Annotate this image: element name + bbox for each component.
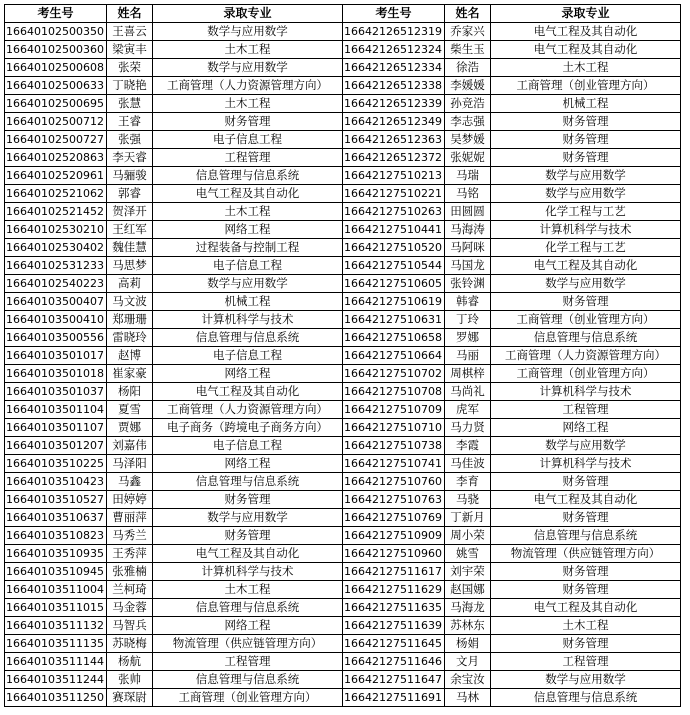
major-cell: 计算机科学与技术 xyxy=(491,383,681,401)
student-name-cell: 赵国娜 xyxy=(445,581,491,599)
exam-id-cell: 16640103511004 xyxy=(5,581,107,599)
exam-id-cell: 16642127510544 xyxy=(343,257,445,275)
student-name-cell: 余宝汝 xyxy=(445,671,491,689)
exam-id-cell: 16642127510619 xyxy=(343,293,445,311)
table-row xyxy=(5,545,681,563)
student-name-cell: 郭睿 xyxy=(107,185,153,203)
exam-id-cell: 16642127511647 xyxy=(343,671,445,689)
student-name-cell: 马铭 xyxy=(445,185,491,203)
student-name-cell: 吴梦媛 xyxy=(445,131,491,149)
student-name-cell: 马丽 xyxy=(445,347,491,365)
exam-id-cell: 16642127510263 xyxy=(343,203,445,221)
major-cell: 信息管理与信息系统 xyxy=(153,599,343,617)
major-cell: 工商管理（人力资源管理方向） xyxy=(153,77,343,95)
exam-id-cell: 16640103501207 xyxy=(5,437,107,455)
table-row xyxy=(5,599,681,617)
exam-id-cell: 16640102520863 xyxy=(5,149,107,167)
major-cell: 土木工程 xyxy=(153,581,343,599)
exam-id-cell: 16640103510945 xyxy=(5,563,107,581)
major-cell: 计算机科学与技术 xyxy=(491,455,681,473)
exam-id-cell: 16642127510710 xyxy=(343,419,445,437)
exam-id-cell: 16642127511617 xyxy=(343,563,445,581)
student-name-cell: 姚雪 xyxy=(445,545,491,563)
major-cell: 网络工程 xyxy=(491,419,681,437)
exam-id-cell: 16640103510423 xyxy=(5,473,107,491)
major-cell: 财务管理 xyxy=(153,113,343,131)
exam-id-cell: 16640103500410 xyxy=(5,311,107,329)
exam-id-cell: 16642126512372 xyxy=(343,149,445,167)
student-name-cell: 李天睿 xyxy=(107,149,153,167)
major-cell: 工程管理 xyxy=(153,149,343,167)
student-name-cell: 王秀萍 xyxy=(107,545,153,563)
major-cell: 电气工程及其自动化 xyxy=(491,599,681,617)
exam-id-cell: 16640103500407 xyxy=(5,293,107,311)
student-name-cell: 虎军 xyxy=(445,401,491,419)
table-row xyxy=(5,563,681,581)
table-row xyxy=(5,653,681,671)
exam-id-cell: 16640103511250 xyxy=(5,689,107,707)
student-name-cell: 丁新月 xyxy=(445,509,491,527)
student-name-cell: 苏晓梅 xyxy=(107,635,153,653)
exam-id-cell: 16640102500360 xyxy=(5,41,107,59)
table-row xyxy=(5,383,681,401)
exam-id-cell: 16640102500633 xyxy=(5,77,107,95)
exam-id-cell: 16640102521062 xyxy=(5,185,107,203)
major-cell: 财务管理 xyxy=(491,473,681,491)
table-row xyxy=(5,23,681,41)
table-row xyxy=(5,509,681,527)
exam-id-cell: 16642126512339 xyxy=(343,95,445,113)
major-cell: 数学与应用数学 xyxy=(491,671,681,689)
table-row xyxy=(5,203,681,221)
table-row xyxy=(5,59,681,77)
major-cell: 工商管理（人力资源管理方向） xyxy=(153,401,343,419)
major-cell: 财务管理 xyxy=(491,581,681,599)
major-cell: 电气工程及其自动化 xyxy=(153,383,343,401)
major-cell: 土木工程 xyxy=(153,203,343,221)
major-cell: 工商管理（人力资源管理方向） xyxy=(491,347,681,365)
major-cell: 工商管理（创业管理方向） xyxy=(491,311,681,329)
major-cell: 电气工程及其自动化 xyxy=(491,41,681,59)
major-cell: 财务管理 xyxy=(491,113,681,131)
exam-id-cell: 16640103501018 xyxy=(5,365,107,383)
exam-id-cell: 16640103510935 xyxy=(5,545,107,563)
student-name-cell: 杨娟 xyxy=(445,635,491,653)
major-cell: 网络工程 xyxy=(153,617,343,635)
table-row xyxy=(5,527,681,545)
exam-id-cell: 16642127510738 xyxy=(343,437,445,455)
exam-id-cell: 16642126512324 xyxy=(343,41,445,59)
student-name-cell: 张铃渊 xyxy=(445,275,491,293)
exam-id-cell: 16642127510741 xyxy=(343,455,445,473)
table-row xyxy=(5,671,681,689)
major-cell: 财务管理 xyxy=(491,149,681,167)
student-name-cell: 李霞 xyxy=(445,437,491,455)
table-row xyxy=(5,491,681,509)
exam-id-cell: 16642127510702 xyxy=(343,365,445,383)
major-cell: 电子信息工程 xyxy=(153,257,343,275)
exam-id-cell: 16640103510637 xyxy=(5,509,107,527)
major-cell: 财务管理 xyxy=(153,491,343,509)
major-cell: 信息管理与信息系统 xyxy=(491,689,681,707)
student-name-cell: 马思梦 xyxy=(107,257,153,275)
student-name-cell: 郑珊珊 xyxy=(107,311,153,329)
major-cell: 机械工程 xyxy=(491,95,681,113)
exam-id-cell: 16640103501037 xyxy=(5,383,107,401)
exam-id-cell: 16642127510960 xyxy=(343,545,445,563)
table-row xyxy=(5,473,681,491)
table-row xyxy=(5,311,681,329)
student-name-cell: 马海涛 xyxy=(445,221,491,239)
major-cell: 化学工程与工艺 xyxy=(491,239,681,257)
student-name-cell: 魏佳慧 xyxy=(107,239,153,257)
student-name-cell: 马文波 xyxy=(107,293,153,311)
student-name-cell: 丁玲 xyxy=(445,311,491,329)
major-cell: 财务管理 xyxy=(491,131,681,149)
exam-id-cell: 16640103510225 xyxy=(5,455,107,473)
table-row xyxy=(5,275,681,293)
student-name-cell: 赛琛尉 xyxy=(107,689,153,707)
exam-id-cell: 16642126512334 xyxy=(343,59,445,77)
student-name-cell: 贾娜 xyxy=(107,419,153,437)
exam-id-cell: 16640103501017 xyxy=(5,347,107,365)
major-cell: 电子信息工程 xyxy=(153,347,343,365)
major-cell: 计算机科学与技术 xyxy=(491,221,681,239)
major-cell: 电子商务（跨境电子商务方向） xyxy=(153,419,343,437)
exam-id-cell: 16640103510823 xyxy=(5,527,107,545)
major-cell: 电子信息工程 xyxy=(153,131,343,149)
exam-id-cell: 16640103511144 xyxy=(5,653,107,671)
major-cell: 信息管理与信息系统 xyxy=(153,329,343,347)
exam-id-cell: 16640102530210 xyxy=(5,221,107,239)
student-name-cell: 马力贤 xyxy=(445,419,491,437)
major-cell: 工商管理（创业管理方向） xyxy=(491,77,681,95)
major-cell: 计算机科学与技术 xyxy=(153,563,343,581)
table-row xyxy=(5,401,681,419)
student-name-cell: 曹丽萍 xyxy=(107,509,153,527)
header-name: 姓名 xyxy=(107,5,153,23)
major-cell: 计算机科学与技术 xyxy=(153,311,343,329)
major-cell: 数学与应用数学 xyxy=(153,59,343,77)
major-cell: 土木工程 xyxy=(491,617,681,635)
major-cell: 土木工程 xyxy=(153,41,343,59)
major-cell: 财务管理 xyxy=(153,527,343,545)
major-cell: 信息管理与信息系统 xyxy=(491,527,681,545)
student-name-cell: 刘宇荣 xyxy=(445,563,491,581)
exam-id-cell: 16640103501104 xyxy=(5,401,107,419)
major-cell: 信息管理与信息系统 xyxy=(153,473,343,491)
student-name-cell: 张荣 xyxy=(107,59,153,77)
exam-id-cell: 16642127510658 xyxy=(343,329,445,347)
table-row xyxy=(5,41,681,59)
major-cell: 信息管理与信息系统 xyxy=(153,167,343,185)
student-name-cell: 马智兵 xyxy=(107,617,153,635)
major-cell: 机械工程 xyxy=(153,293,343,311)
exam-id-cell: 16642126512319 xyxy=(343,23,445,41)
exam-id-cell: 16642127510213 xyxy=(343,167,445,185)
major-cell: 工程管理 xyxy=(153,653,343,671)
exam-id-cell: 16640102500712 xyxy=(5,113,107,131)
student-name-cell: 王红军 xyxy=(107,221,153,239)
major-cell: 财务管理 xyxy=(491,509,681,527)
major-cell: 电子信息工程 xyxy=(153,437,343,455)
student-name-cell: 张慧 xyxy=(107,95,153,113)
student-name-cell: 马国龙 xyxy=(445,257,491,275)
exam-id-cell: 16642127510605 xyxy=(343,275,445,293)
major-cell: 电气工程及其自动化 xyxy=(491,257,681,275)
exam-id-cell: 16642127510763 xyxy=(343,491,445,509)
student-name-cell: 赵博 xyxy=(107,347,153,365)
student-name-cell: 梁寅丰 xyxy=(107,41,153,59)
student-name-cell: 马金蓉 xyxy=(107,599,153,617)
exam-id-cell: 16642127510769 xyxy=(343,509,445,527)
student-name-cell: 崔家豪 xyxy=(107,365,153,383)
major-cell: 数学与应用数学 xyxy=(153,23,343,41)
student-name-cell: 周小荣 xyxy=(445,527,491,545)
student-name-cell: 杨航 xyxy=(107,653,153,671)
student-name-cell: 李育 xyxy=(445,473,491,491)
student-name-cell: 马林 xyxy=(445,689,491,707)
major-cell: 数学与应用数学 xyxy=(491,437,681,455)
major-cell: 数学与应用数学 xyxy=(491,167,681,185)
table-row xyxy=(5,113,681,131)
table-row xyxy=(5,239,681,257)
exam-id-cell: 16640102521452 xyxy=(5,203,107,221)
exam-id-cell: 16642127510631 xyxy=(343,311,445,329)
exam-id-cell: 16640103511132 xyxy=(5,617,107,635)
admission-table xyxy=(4,4,681,707)
student-name-cell: 马瑞 xyxy=(445,167,491,185)
header-major: 录取专业 xyxy=(491,5,681,23)
student-name-cell: 杨阳 xyxy=(107,383,153,401)
table-row xyxy=(5,617,681,635)
exam-id-cell: 16640103501107 xyxy=(5,419,107,437)
major-cell: 信息管理与信息系统 xyxy=(153,671,343,689)
major-cell: 化学工程与工艺 xyxy=(491,203,681,221)
student-name-cell: 韩睿 xyxy=(445,293,491,311)
exam-id-cell: 16642127510221 xyxy=(343,185,445,203)
major-cell: 工商管理（创业管理方向） xyxy=(491,365,681,383)
exam-id-cell: 16640103511135 xyxy=(5,635,107,653)
header-name: 姓名 xyxy=(445,5,491,23)
student-name-cell: 乔家兴 xyxy=(445,23,491,41)
student-name-cell: 马鑫 xyxy=(107,473,153,491)
table-row xyxy=(5,167,681,185)
student-name-cell: 周棋梓 xyxy=(445,365,491,383)
exam-id-cell: 16642127511645 xyxy=(343,635,445,653)
major-cell: 数学与应用数学 xyxy=(153,275,343,293)
major-cell: 物流管理（供应链管理方向） xyxy=(491,545,681,563)
student-name-cell: 张妮妮 xyxy=(445,149,491,167)
table-row xyxy=(5,293,681,311)
student-name-cell: 马阿咪 xyxy=(445,239,491,257)
student-name-cell: 徐浩 xyxy=(445,59,491,77)
header-exam-id: 考生号 xyxy=(343,5,445,23)
major-cell: 物流管理（供应链管理方向） xyxy=(153,635,343,653)
major-cell: 数学与应用数学 xyxy=(491,185,681,203)
student-name-cell: 雷晓玲 xyxy=(107,329,153,347)
exam-id-cell: 16642127510441 xyxy=(343,221,445,239)
major-cell: 工商管理（创业管理方向） xyxy=(153,689,343,707)
major-cell: 网络工程 xyxy=(153,365,343,383)
exam-id-cell: 16642127511639 xyxy=(343,617,445,635)
header-row xyxy=(5,5,681,23)
exam-id-cell: 16640103511244 xyxy=(5,671,107,689)
table-row xyxy=(5,149,681,167)
student-name-cell: 高莉 xyxy=(107,275,153,293)
exam-id-cell: 16640102520961 xyxy=(5,167,107,185)
student-name-cell: 贺泽开 xyxy=(107,203,153,221)
table-row xyxy=(5,365,681,383)
major-cell: 财务管理 xyxy=(491,635,681,653)
exam-id-cell: 16640103500556 xyxy=(5,329,107,347)
table-row xyxy=(5,77,681,95)
student-name-cell: 田圆圆 xyxy=(445,203,491,221)
student-name-cell: 夏雪 xyxy=(107,401,153,419)
table-row xyxy=(5,689,681,707)
major-cell: 土木工程 xyxy=(491,59,681,77)
table-row xyxy=(5,329,681,347)
student-name-cell: 文月 xyxy=(445,653,491,671)
student-name-cell: 张帅 xyxy=(107,671,153,689)
exam-id-cell: 16642127510709 xyxy=(343,401,445,419)
exam-id-cell: 16640102500350 xyxy=(5,23,107,41)
exam-id-cell: 16642127510909 xyxy=(343,527,445,545)
exam-id-cell: 16642126512363 xyxy=(343,131,445,149)
table-row xyxy=(5,221,681,239)
exam-id-cell: 16642127510708 xyxy=(343,383,445,401)
major-cell: 财务管理 xyxy=(491,293,681,311)
exam-id-cell: 16640102500727 xyxy=(5,131,107,149)
major-cell: 网络工程 xyxy=(153,221,343,239)
major-cell: 电气工程及其自动化 xyxy=(491,491,681,509)
student-name-cell: 马泽阳 xyxy=(107,455,153,473)
student-name-cell: 张强 xyxy=(107,131,153,149)
exam-id-cell: 16642126512349 xyxy=(343,113,445,131)
major-cell: 电气工程及其自动化 xyxy=(153,545,343,563)
major-cell: 数学与应用数学 xyxy=(153,509,343,527)
exam-id-cell: 16640102531233 xyxy=(5,257,107,275)
major-cell: 电气工程及其自动化 xyxy=(153,185,343,203)
exam-id-cell: 16642127511629 xyxy=(343,581,445,599)
student-name-cell: 王睿 xyxy=(107,113,153,131)
major-cell: 工程管理 xyxy=(491,401,681,419)
table-row xyxy=(5,419,681,437)
exam-id-cell: 16642127510520 xyxy=(343,239,445,257)
header-exam-id: 考生号 xyxy=(5,5,107,23)
student-name-cell: 李志强 xyxy=(445,113,491,131)
exam-id-cell: 16642127510760 xyxy=(343,473,445,491)
student-name-cell: 马尚礼 xyxy=(445,383,491,401)
student-name-cell: 兰柯琦 xyxy=(107,581,153,599)
exam-id-cell: 16640102530402 xyxy=(5,239,107,257)
major-cell: 工程管理 xyxy=(491,653,681,671)
exam-id-cell: 16642127511635 xyxy=(343,599,445,617)
student-name-cell: 苏林东 xyxy=(445,617,491,635)
exam-id-cell: 16640102540223 xyxy=(5,275,107,293)
major-cell: 财务管理 xyxy=(491,563,681,581)
exam-id-cell: 16640103510527 xyxy=(5,491,107,509)
major-cell: 网络工程 xyxy=(153,455,343,473)
table-row xyxy=(5,635,681,653)
major-cell: 土木工程 xyxy=(153,95,343,113)
major-cell: 过程装备与控制工程 xyxy=(153,239,343,257)
student-name-cell: 马秀兰 xyxy=(107,527,153,545)
header-major: 录取专业 xyxy=(153,5,343,23)
table-body xyxy=(5,23,681,707)
exam-id-cell: 16642126512338 xyxy=(343,77,445,95)
major-cell: 信息管理与信息系统 xyxy=(491,329,681,347)
student-name-cell: 刘嘉伟 xyxy=(107,437,153,455)
student-name-cell: 马佳波 xyxy=(445,455,491,473)
exam-id-cell: 16640102500695 xyxy=(5,95,107,113)
table-row xyxy=(5,455,681,473)
student-name-cell: 张雅楠 xyxy=(107,563,153,581)
exam-id-cell: 16642127510664 xyxy=(343,347,445,365)
table-row xyxy=(5,257,681,275)
major-cell: 电气工程及其自动化 xyxy=(491,23,681,41)
exam-id-cell: 16640102500608 xyxy=(5,59,107,77)
exam-id-cell: 16642127511646 xyxy=(343,653,445,671)
table-row xyxy=(5,437,681,455)
student-name-cell: 马骁 xyxy=(445,491,491,509)
student-name-cell: 田婷婷 xyxy=(107,491,153,509)
student-name-cell: 马海龙 xyxy=(445,599,491,617)
table-row xyxy=(5,347,681,365)
student-name-cell: 李媛媛 xyxy=(445,77,491,95)
student-name-cell: 丁晓艳 xyxy=(107,77,153,95)
table-row xyxy=(5,185,681,203)
exam-id-cell: 16640103511015 xyxy=(5,599,107,617)
student-name-cell: 柴生玉 xyxy=(445,41,491,59)
table-row xyxy=(5,581,681,599)
table-row xyxy=(5,95,681,113)
exam-id-cell: 16642127511691 xyxy=(343,689,445,707)
table-row xyxy=(5,131,681,149)
student-name-cell: 罗娜 xyxy=(445,329,491,347)
student-name-cell: 王喜云 xyxy=(107,23,153,41)
student-name-cell: 马骊骏 xyxy=(107,167,153,185)
major-cell: 数学与应用数学 xyxy=(491,275,681,293)
student-name-cell: 孙竞浩 xyxy=(445,95,491,113)
